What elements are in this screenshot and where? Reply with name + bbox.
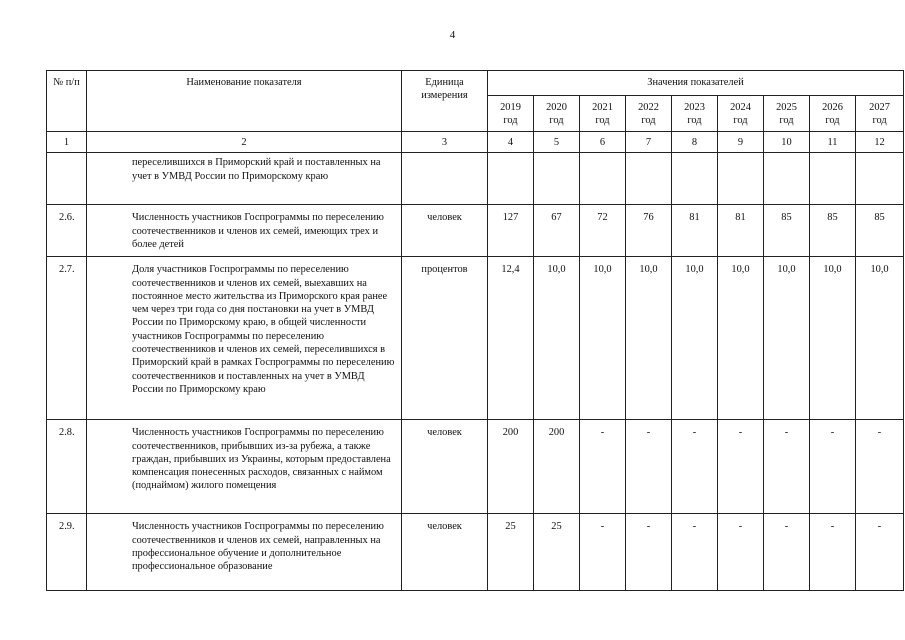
row-unit: человек — [402, 514, 488, 591]
row-name: Численность участников Госпрограммы по переселению соотечественников и членов их семей, направленных на профессиональное обучение и дополнительное профессиональное образование — [87, 514, 402, 591]
row-name: переселившихся в Приморский край и поставленных на учет в УМВД России по Приморскому краю — [87, 153, 402, 205]
row-value: - — [718, 420, 764, 514]
column-number: 6 — [580, 132, 626, 153]
row-value — [856, 153, 904, 205]
column-number: 7 — [626, 132, 672, 153]
column-number: 8 — [672, 132, 718, 153]
row-unit: человек — [402, 420, 488, 514]
row-value: - — [672, 420, 718, 514]
header-values: Значения показателей — [488, 71, 904, 96]
row-name: Численность участников Госпрограммы по переселению соотечественников, прибывших из-за рубежа, а также граждан, прибывших из Украины, которым предоставлена компенсация понесенных расходов, связанных с наймом (поднаймом) жилого помещения — [87, 420, 402, 514]
row-value: 67 — [534, 205, 580, 257]
row-value: 200 — [488, 420, 534, 514]
row-value: - — [672, 514, 718, 591]
table-row — [47, 153, 904, 205]
row-value: 10,0 — [580, 257, 626, 420]
column-number: 9 — [718, 132, 764, 153]
row-value — [810, 153, 856, 205]
row-value: 81 — [672, 205, 718, 257]
header-year: 2022 год — [626, 96, 672, 132]
row-value: - — [764, 420, 810, 514]
row-value — [534, 153, 580, 205]
row-value: - — [580, 514, 626, 591]
column-number: 5 — [534, 132, 580, 153]
column-number: 11 — [810, 132, 856, 153]
row-value: 85 — [810, 205, 856, 257]
row-value: 10,0 — [810, 257, 856, 420]
row-value: 76 — [626, 205, 672, 257]
header-year: 2021 год — [580, 96, 626, 132]
row-number: 2.6. — [47, 205, 87, 257]
row-value: 10,0 — [672, 257, 718, 420]
row-value: 10,0 — [856, 257, 904, 420]
row-number — [47, 153, 87, 205]
row-value: 10,0 — [534, 257, 580, 420]
row-value — [672, 153, 718, 205]
header-unit: Единица измерения — [402, 71, 488, 132]
column-number: 12 — [856, 132, 904, 153]
row-name: Численность участников Госпрограммы по переселению соотечественников и членов их семей, имеющих трех и более детей — [87, 205, 402, 257]
row-value: - — [856, 420, 904, 514]
row-value: 85 — [856, 205, 904, 257]
row-unit — [402, 153, 488, 205]
header-no: № п/п — [47, 71, 87, 132]
indicators-table — [46, 70, 904, 591]
table-row — [47, 420, 904, 514]
header-year: 2024 год — [718, 96, 764, 132]
row-value: 200 — [534, 420, 580, 514]
header-year: 2025 год — [764, 96, 810, 132]
row-value — [718, 153, 764, 205]
header-year: 2019 год — [488, 96, 534, 132]
row-unit: процентов — [402, 257, 488, 420]
row-value: - — [810, 514, 856, 591]
column-numbers-row — [47, 132, 904, 153]
row-value: 72 — [580, 205, 626, 257]
row-name: Доля участников Госпрограммы по переселению соотечественников и членов их семей, выехавших на постоянное место жительства из Приморского края ранее чем через три года со дня постановки на учет в УМВД России по Приморскому краю, в общей численности участников Госпрограммы по переселению соотечественников и членов их семей, переселившихся в Приморский край в рамках Госпрограммы по переселению соотечественников и поставленных на учет в УМВД России по Приморскому краю — [87, 257, 402, 420]
row-value: 12,4 — [488, 257, 534, 420]
row-value: 127 — [488, 205, 534, 257]
row-value — [488, 153, 534, 205]
column-number: 1 — [47, 132, 87, 153]
row-value: - — [626, 420, 672, 514]
row-value: - — [580, 420, 626, 514]
header-year: 2027 год — [856, 96, 904, 132]
header-year: 2023 год — [672, 96, 718, 132]
row-value: - — [856, 514, 904, 591]
row-value: 10,0 — [718, 257, 764, 420]
row-value — [764, 153, 810, 205]
row-value — [626, 153, 672, 205]
column-number: 10 — [764, 132, 810, 153]
table-row — [47, 205, 904, 257]
table-row — [47, 514, 904, 591]
row-value — [580, 153, 626, 205]
header-year: 2026 год — [810, 96, 856, 132]
row-value: - — [764, 514, 810, 591]
row-value: 25 — [534, 514, 580, 591]
row-unit: человек — [402, 205, 488, 257]
row-value: - — [810, 420, 856, 514]
row-value: - — [718, 514, 764, 591]
row-value: 81 — [718, 205, 764, 257]
header-row-top — [47, 71, 904, 96]
column-number: 4 — [488, 132, 534, 153]
row-value: 10,0 — [626, 257, 672, 420]
header-name: Наименование показателя — [87, 71, 402, 132]
row-number: 2.7. — [47, 257, 87, 420]
row-value: 85 — [764, 205, 810, 257]
row-number: 2.8. — [47, 420, 87, 514]
row-number: 2.9. — [47, 514, 87, 591]
row-value: - — [626, 514, 672, 591]
row-value: 10,0 — [764, 257, 810, 420]
page-number: 4 — [449, 29, 456, 41]
column-number: 3 — [402, 132, 488, 153]
column-number: 2 — [87, 132, 402, 153]
table-row — [47, 257, 904, 420]
row-value: 25 — [488, 514, 534, 591]
header-year: 2020 год — [534, 96, 580, 132]
